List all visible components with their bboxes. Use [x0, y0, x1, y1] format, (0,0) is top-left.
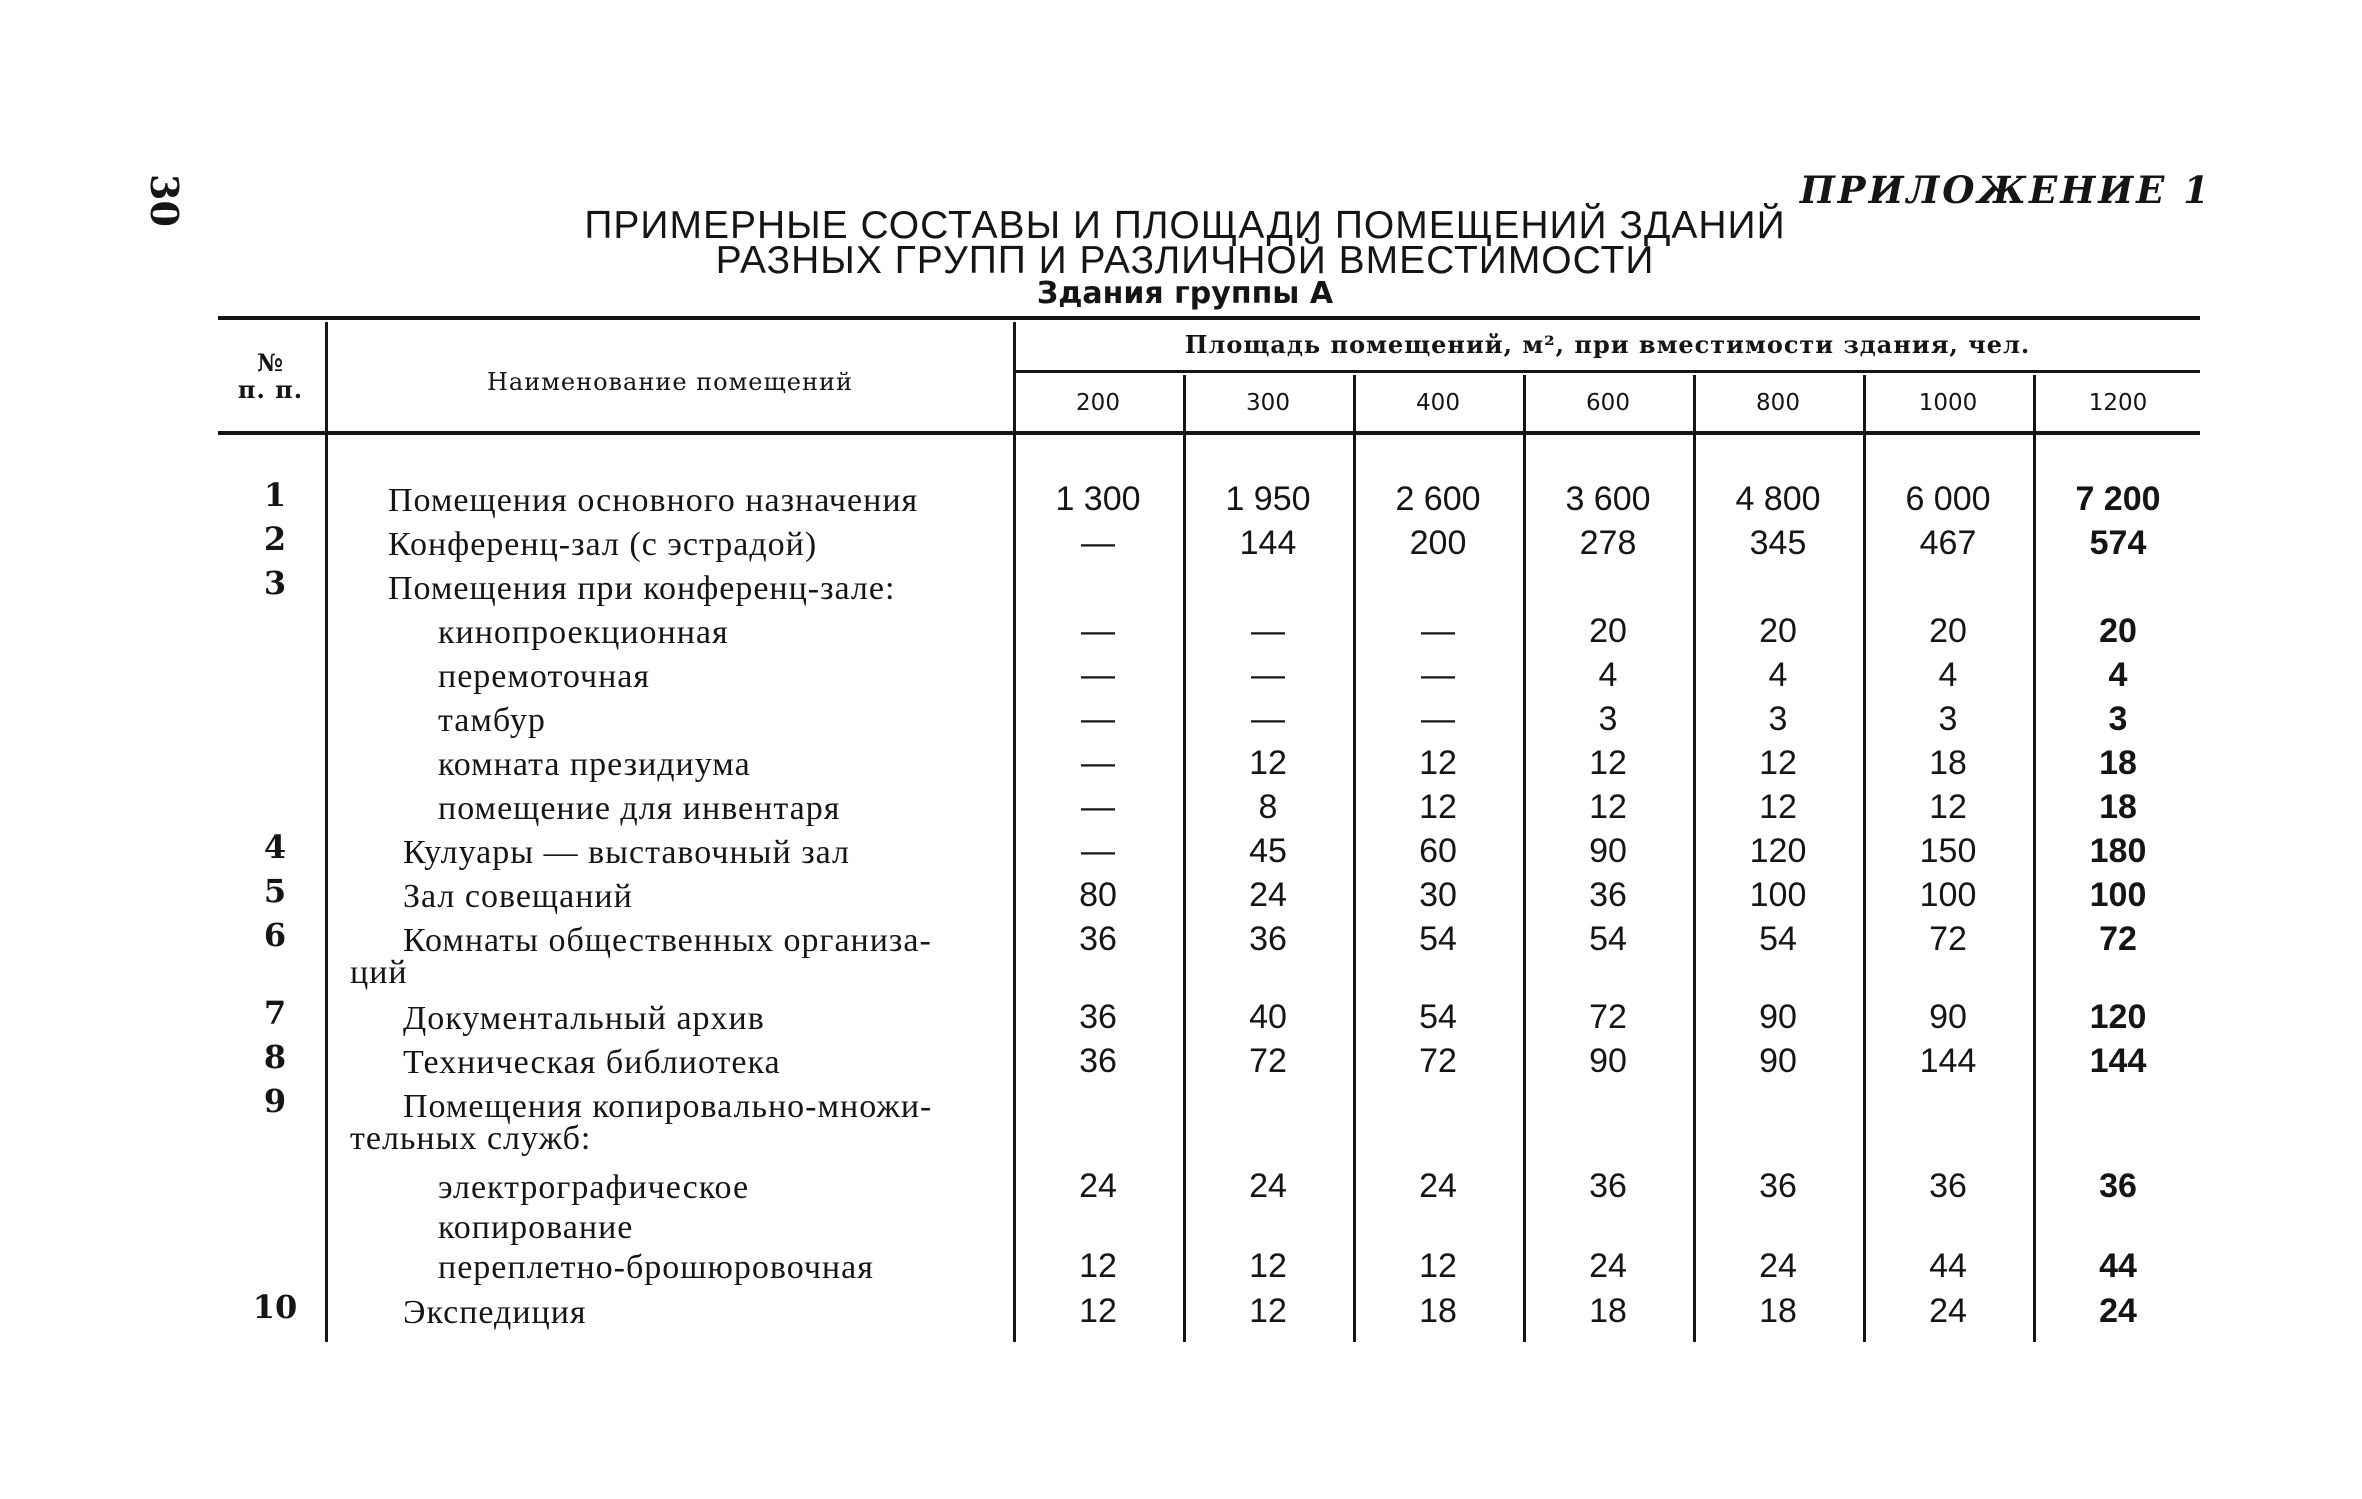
area-value-400: — — [1421, 656, 1455, 694]
table-row — [0, 1038, 2362, 1096]
header-capacity-1000: 1000 — [1918, 390, 1978, 416]
area-value-400: 18 — [1419, 1292, 1457, 1330]
area-value-300: 24 — [1249, 876, 1287, 914]
area-value-1200: 574 — [2089, 524, 2147, 562]
area-value-300: 40 — [1249, 998, 1287, 1036]
area-value-1000: 150 — [1919, 832, 1977, 870]
area-value-1200: 18 — [2099, 744, 2137, 782]
area-value-1200: 3 — [2108, 700, 2128, 738]
room-name: Конференц-зал (с эстрадой) — [388, 526, 818, 563]
table-row — [0, 520, 2362, 578]
area-value-600: 36 — [1589, 1167, 1627, 1205]
area-value-1000: 90 — [1929, 998, 1967, 1036]
area-value-1000: 36 — [1929, 1167, 1967, 1205]
room-name: тельных служб: — [350, 1120, 592, 1157]
area-value-300: 1 950 — [1225, 480, 1311, 518]
area-value-300: 24 — [1249, 1167, 1287, 1205]
header-capacity-200: 200 — [1076, 390, 1120, 416]
area-value-200: — — [1081, 788, 1115, 826]
area-value-1000: 44 — [1929, 1247, 1967, 1285]
room-name: Помещения основного назначения — [388, 482, 919, 519]
area-value-600: 3 600 — [1565, 480, 1651, 518]
document-title-line-1: ПРИМЕРНЫЕ СОСТАВЫ И ПЛОЩАДИ ПОМЕЩЕНИЙ ЗДАНИЙ — [584, 204, 1786, 247]
area-value-1000: 18 — [1929, 744, 1967, 782]
area-value-1000: 72 — [1929, 920, 1967, 958]
area-value-600: 72 — [1589, 998, 1627, 1036]
area-value-400: — — [1421, 700, 1455, 738]
area-value-200: 12 — [1079, 1247, 1117, 1285]
area-value-800: 24 — [1759, 1247, 1797, 1285]
room-name: Кулуары — выставочный зал — [403, 834, 850, 871]
row-number: 2 — [263, 520, 287, 558]
area-value-400: 2 600 — [1395, 480, 1481, 518]
row-number: 7 — [263, 994, 287, 1032]
row-number: 9 — [263, 1082, 287, 1120]
area-value-800: 3 — [1768, 700, 1788, 738]
row-number: 1 — [263, 476, 287, 514]
room-name: Экспедиция — [403, 1294, 587, 1331]
area-value-300: — — [1251, 656, 1285, 694]
area-value-800: 12 — [1759, 788, 1797, 826]
room-name: Зал совещаний — [403, 878, 633, 915]
area-value-200: 1 300 — [1055, 480, 1141, 518]
row-number: 10 — [252, 1288, 298, 1326]
header-number-line-2: п. п. — [237, 375, 304, 404]
area-value-600: 90 — [1589, 832, 1627, 870]
area-value-1200: 44 — [2099, 1247, 2137, 1285]
area-value-1200: 180 — [2089, 832, 2147, 870]
header-capacity-400: 400 — [1416, 390, 1460, 416]
table-row — [0, 1167, 2362, 1221]
area-value-1000: 467 — [1919, 524, 1977, 562]
area-value-800: 4 — [1768, 656, 1788, 694]
area-value-400: 60 — [1419, 832, 1457, 870]
area-value-800: 18 — [1759, 1292, 1797, 1330]
row-number: 8 — [263, 1038, 287, 1076]
room-name: Помещения при конференц-зале: — [388, 570, 896, 607]
area-value-400: 24 — [1419, 1167, 1457, 1205]
appendix-label: ПРИЛОЖЕНИЕ 1 — [1799, 168, 2212, 212]
area-value-400: 30 — [1419, 876, 1457, 914]
area-value-800: 100 — [1749, 876, 1807, 914]
header-room-name: Наименование помещений — [486, 368, 853, 396]
area-value-200: — — [1081, 832, 1115, 870]
table-row — [0, 1288, 2362, 1346]
area-value-600: 20 — [1589, 612, 1627, 650]
room-name: переплетно-брошюровочная — [438, 1249, 874, 1286]
header-capacity-1200: 1200 — [2088, 390, 2148, 416]
room-name: тамбур — [438, 702, 546, 739]
room-name: копирование — [438, 1209, 634, 1246]
header-sub-rule — [1015, 370, 2200, 373]
area-value-1200: 20 — [2099, 612, 2137, 650]
area-value-200: — — [1081, 656, 1115, 694]
area-value-1200: 144 — [2089, 1042, 2147, 1080]
area-value-1000: 144 — [1919, 1042, 1977, 1080]
area-value-1200: 24 — [2099, 1292, 2137, 1330]
header-number-line-1: № — [256, 348, 285, 377]
area-value-600: 54 — [1589, 920, 1627, 958]
room-name: помещение для инвентаря — [438, 790, 841, 827]
area-value-1000: 24 — [1929, 1292, 1967, 1330]
area-value-1200: 120 — [2089, 998, 2147, 1036]
area-value-300: 36 — [1249, 920, 1287, 958]
area-value-1000: 100 — [1919, 876, 1977, 914]
area-value-1200: 7 200 — [2075, 480, 2161, 518]
area-value-200: — — [1081, 744, 1115, 782]
area-value-300: 72 — [1249, 1042, 1287, 1080]
area-value-800: 36 — [1759, 1167, 1797, 1205]
area-value-300: 45 — [1249, 832, 1287, 870]
area-value-200: — — [1081, 524, 1115, 562]
area-value-600: 4 — [1598, 656, 1618, 694]
area-value-1000: 3 — [1938, 700, 1958, 738]
document-title-line-2: РАЗНЫХ ГРУПП И РАЗЛИЧНОЙ ВМЕСТИМОСТИ — [715, 239, 1655, 282]
area-value-200: — — [1081, 612, 1115, 650]
area-value-200: 36 — [1079, 1042, 1117, 1080]
area-value-200: 12 — [1079, 1292, 1117, 1330]
area-value-200: 24 — [1079, 1167, 1117, 1205]
area-value-1200: 72 — [2099, 920, 2137, 958]
area-value-300: — — [1251, 612, 1285, 650]
area-value-400: — — [1421, 612, 1455, 650]
area-value-300: 12 — [1249, 1292, 1287, 1330]
room-name: кинопроекционная — [438, 614, 729, 651]
area-value-600: 24 — [1589, 1247, 1627, 1285]
area-value-300: 144 — [1239, 524, 1297, 562]
room-name: Комнаты общественных организа- — [403, 922, 932, 959]
area-value-400: 12 — [1419, 744, 1457, 782]
area-value-400: 72 — [1419, 1042, 1457, 1080]
area-value-800: 90 — [1759, 998, 1797, 1036]
table-subtitle: Здания группы А — [1036, 276, 1334, 311]
area-value-200: 36 — [1079, 920, 1117, 958]
row-number: 3 — [263, 564, 287, 602]
area-value-1200: 18 — [2099, 788, 2137, 826]
area-value-1200: 4 — [2108, 656, 2128, 694]
area-value-800: 120 — [1749, 832, 1807, 870]
table-top-rule — [218, 316, 2200, 320]
area-value-400: 200 — [1409, 524, 1467, 562]
area-value-400: 54 — [1419, 920, 1457, 958]
row-number: 5 — [263, 872, 287, 910]
area-value-600: 36 — [1589, 876, 1627, 914]
room-name: перемоточная — [438, 658, 650, 695]
area-value-400: 12 — [1419, 788, 1457, 826]
area-value-800: 12 — [1759, 744, 1797, 782]
area-value-1200: 36 — [2099, 1167, 2137, 1205]
area-value-1000: 20 — [1929, 612, 1967, 650]
area-value-400: 12 — [1419, 1247, 1457, 1285]
area-value-300: 8 — [1258, 788, 1278, 826]
room-name: комната президиума — [438, 746, 751, 783]
area-value-800: 54 — [1759, 920, 1797, 958]
header-capacity-600: 600 — [1586, 390, 1630, 416]
area-value-200: 80 — [1079, 876, 1117, 914]
area-value-600: 90 — [1589, 1042, 1627, 1080]
row-number: 6 — [263, 916, 287, 954]
area-value-200: 36 — [1079, 998, 1117, 1036]
area-value-1000: 6 000 — [1905, 480, 1991, 518]
area-value-800: 345 — [1749, 524, 1807, 562]
area-value-600: 3 — [1598, 700, 1618, 738]
area-value-1200: 100 — [2089, 876, 2147, 914]
room-name: электрографическое — [438, 1169, 750, 1206]
room-name: Техническая библиотека — [403, 1044, 781, 1081]
room-name: Документальный архив — [403, 1000, 765, 1037]
area-value-800: 4 800 — [1735, 480, 1821, 518]
area-value-600: 12 — [1589, 744, 1627, 782]
room-name: ций — [350, 954, 408, 991]
header-capacity-300: 300 — [1246, 390, 1290, 416]
area-value-1000: 4 — [1938, 656, 1958, 694]
area-value-600: 278 — [1579, 524, 1637, 562]
area-value-800: 90 — [1759, 1042, 1797, 1080]
area-value-300: 12 — [1249, 1247, 1287, 1285]
header-bottom-rule — [218, 431, 2200, 435]
table-row — [0, 1120, 2362, 1172]
header-capacity-800: 800 — [1756, 390, 1800, 416]
header-area: Площадь помещений, м², при вместимости здания, чел. — [1184, 330, 2031, 359]
area-value-600: 18 — [1589, 1292, 1627, 1330]
area-value-200: — — [1081, 700, 1115, 738]
area-value-300: — — [1251, 700, 1285, 738]
area-value-1000: 12 — [1929, 788, 1967, 826]
room-name: Помещения копировально-множи- — [403, 1088, 933, 1125]
row-number: 4 — [263, 828, 287, 866]
area-value-800: 20 — [1759, 612, 1797, 650]
area-value-300: 12 — [1249, 744, 1287, 782]
page-number: 30 — [141, 174, 187, 227]
area-value-600: 12 — [1589, 788, 1627, 826]
area-value-400: 54 — [1419, 998, 1457, 1036]
